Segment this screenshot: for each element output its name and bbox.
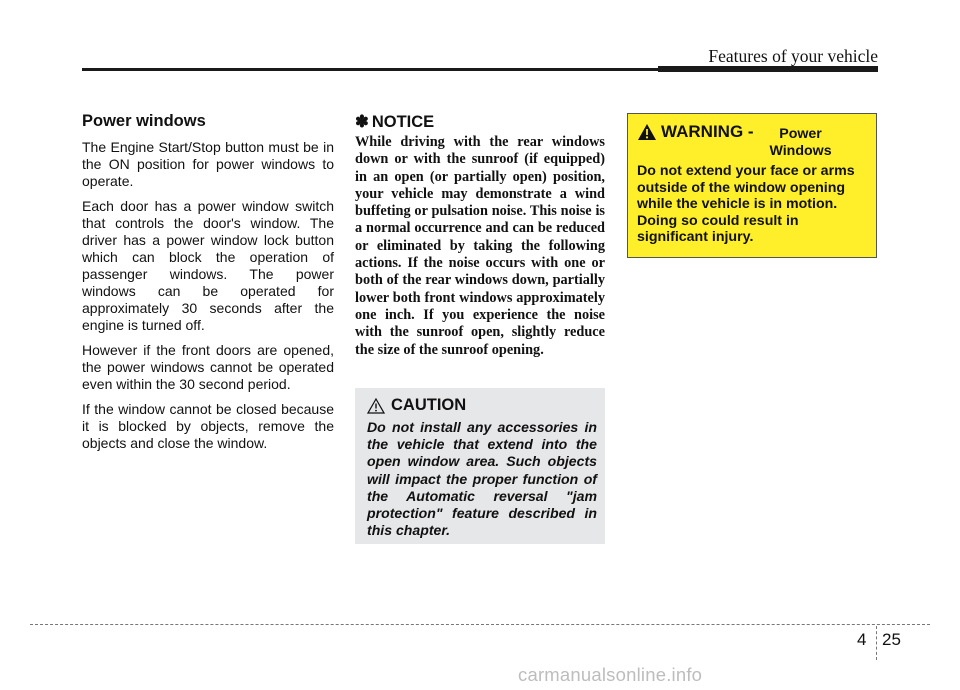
paragraph: The Engine Start/Stop button must be in the ON position for power windows to operate. — [82, 139, 334, 189]
paragraph: Each door has a power window switch that controls the door's window. The driver has a power window lock button which can block the operation of passenger windows. The power windows can be operated for approximately 30 seconds after the engine is turned off. — [82, 198, 334, 333]
notice-body: While driving with the rear windows down or with the sunroof (if equipped) in an open (or partially open) position, your vehicle may demonstrate a wind buffeting or pulsation noise. This noise is a normal occurrence and can be reduced or eliminated by taking the following actions. If the noise occurs with one or both of the rear windows down, partially lower both front windows approximately one inch. If you experience the noise with the sunroof open, slightly reduce the size of the sunroof opening. — [355, 134, 605, 358]
notice-title: NOTICE — [371, 112, 435, 131]
footer-rule — [30, 624, 930, 625]
asterisk-icon: ✽ — [355, 113, 369, 131]
caution-heading — [367, 396, 597, 415]
caution-body: Do not install any accessories in the vehicle that extend into the open window area. Such objects will impact the proper function of the Automatic reversal "jam protection" feature described in this chapter. — [367, 419, 597, 539]
page-number: 25 — [882, 630, 901, 649]
notice-heading — [355, 112, 605, 132]
warning-title: WARNING - — [661, 122, 754, 141]
footer-divider — [876, 626, 877, 660]
header-rule-accent — [658, 66, 878, 72]
caution-box — [355, 388, 605, 544]
caution-title: CAUTION — [391, 396, 467, 414]
warning-heading — [637, 122, 867, 159]
notice-section — [355, 112, 605, 359]
running-header-title: Features of your vehicle — [708, 46, 878, 66]
power-windows-section — [82, 112, 334, 460]
warning-body: Do not extend your face or arms outside of the window opening while the vehicle is in motion. Doing so could result in significant injury. — [637, 163, 855, 246]
warning-triangle-icon — [367, 398, 385, 414]
warning-triangle-icon — [637, 123, 657, 141]
paragraph: If the window cannot be closed because it is blocked by objects, remove the objects and close the window. — [82, 401, 334, 451]
paragraph: However if the front doors are opened, the power windows cannot be operated even within the 30 second period. — [82, 342, 334, 392]
warning-subtitle: Power Windows — [769, 126, 832, 159]
warning-box — [627, 113, 877, 258]
watermark: carmanualsonline.info — [518, 664, 703, 685]
chapter-number: 4 — [857, 630, 867, 649]
section-title: Power windows — [82, 112, 206, 130]
